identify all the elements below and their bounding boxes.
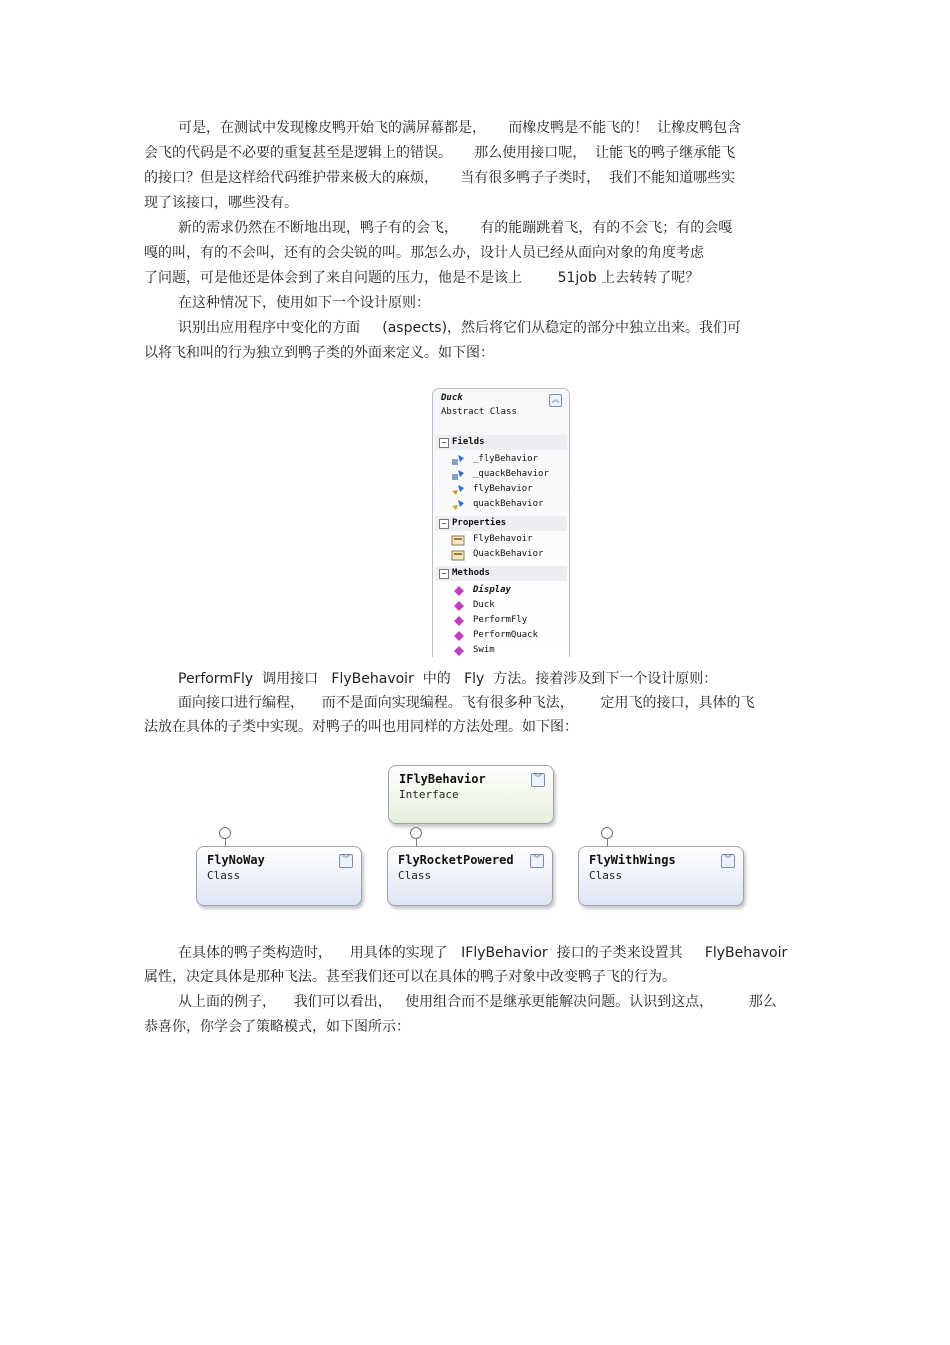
duck-class-diagram: [432, 388, 570, 657]
method-name: Display: [473, 585, 511, 595]
text-line: 了问题，可是他还是体会到了来自问题的压力，他是不是该上 51job 上去转转了呢？: [144, 270, 700, 286]
section-label: Fields: [452, 437, 485, 447]
protected-field-icon: [451, 484, 465, 496]
text-line: PerformFly 调用接口 FlyBehavoir 中的 Fly 方法。接着涉及到下一个设计原则：: [178, 671, 718, 687]
text-line: 识别出应用程序中变化的方面 (aspects)，然后将它们从稳定的部分中独立出来。我们可: [178, 320, 742, 336]
text-line: 法放在具体的子类中实现。对鸭子的叫也用同样的方法处理。如下图：: [144, 719, 578, 735]
connector-line: [225, 838, 226, 846]
field-name: _quackBehavior: [473, 469, 549, 479]
section-methods[interactable]: [435, 566, 567, 581]
section-properties[interactable]: [435, 516, 567, 531]
connector-line: [607, 838, 608, 846]
interface-name: IFlyBehavior: [399, 772, 486, 786]
fly-rocket-powered-class: [387, 846, 553, 906]
method-icon: [451, 630, 465, 642]
collapse-icon[interactable]: ︽: [549, 394, 562, 407]
field-icon: [451, 454, 465, 466]
text-line: 在具体的鸭子类构造时， 用具体的实现了 IFlyBehavior 接口的子类来设置其 FlyBehavoir: [178, 945, 788, 961]
section-label: Properties: [452, 518, 507, 528]
section-label: Methods: [452, 568, 490, 578]
ifly-behavior-interface: [388, 765, 554, 824]
method-name: Swim: [473, 645, 495, 655]
minus-icon[interactable]: −: [439, 569, 449, 579]
fly-no-way-class: [196, 846, 362, 906]
class-name: FlyRocketPowered: [398, 853, 514, 867]
class-name: FlyNoWay: [207, 853, 265, 867]
class-kind: Abstract Class: [441, 407, 517, 417]
interface-kind: Interface: [399, 788, 459, 801]
text-line: 可是，在测试中发现橡皮鸭开始飞的满屏幕都是， 而橡皮鸭是不能飞的！ 让橡皮鸭包含: [178, 120, 742, 136]
text-line: 从上面的例子， 我们可以看出， 使用组合而不是继承更能解决问题。认识到这点， 那么: [178, 994, 777, 1010]
method-name: Duck: [473, 600, 495, 610]
text-line: 新的需求仍然在不断地出现，鸭子有的会飞， 有的能蹦跳着飞，有的不会飞；有的会嘎: [178, 220, 733, 236]
field-name: flyBehavior: [473, 484, 533, 494]
minus-icon[interactable]: −: [439, 519, 449, 529]
text-line: 的接口？但是这样给代码维护带来极大的麻烦， 当有很多鸭子子类时， 我们不能知道哪些实: [144, 170, 736, 186]
property-icon: [451, 549, 465, 561]
method-name: PerformQuack: [473, 630, 539, 640]
property-icon: [451, 534, 465, 546]
text-line: 嘎的叫，有的不会叫，还有的会尖锐的叫。那怎么办，设计人员已经从面向对象的角度考虑: [144, 245, 704, 261]
text-line: 在这种情况下，使用如下一个设计原则：: [178, 295, 430, 311]
field-icon: [451, 469, 465, 481]
expand-icon[interactable]: ︾: [530, 854, 544, 868]
text-line: 现了该接口，哪些没有。: [144, 195, 298, 211]
text-line: 以将飞和叫的行为独立到鸭子类的外面来定义。如下图：: [144, 345, 494, 361]
method-icon: [451, 600, 465, 612]
section-fields[interactable]: [435, 435, 567, 450]
minus-icon[interactable]: −: [439, 438, 449, 448]
field-name: _flyBehavior: [473, 454, 539, 464]
expand-icon[interactable]: ︾: [531, 773, 545, 787]
class-kind: Class: [589, 869, 623, 882]
connector-line: [416, 838, 417, 846]
property-name: FlyBehavoir: [473, 534, 533, 544]
method-icon: [451, 615, 465, 627]
text-line: 属性，决定具体是那种飞法。甚至我们还可以在具体的鸭子对象中改变鸭子飞的行为。: [144, 969, 676, 985]
method-icon: [451, 645, 465, 657]
class-name: FlyWithWings: [589, 853, 676, 867]
field-name: quackBehavior: [473, 499, 544, 509]
method-name: PerformFly: [473, 615, 528, 625]
class-kind: Class: [207, 869, 241, 882]
property-name: QuackBehavior: [473, 549, 544, 559]
fly-with-wings-class: [578, 846, 744, 906]
text-line: 会飞的代码是不必要的重复甚至是逻辑上的错误。 那么使用接口呢， 让能飞的鸭子继承能飞: [144, 145, 736, 161]
text-line: 面向接口进行编程， 而不是面向实现编程。飞有很多种飞法， 定用飞的接口，具体的飞: [178, 695, 755, 711]
expand-icon[interactable]: ︾: [721, 854, 735, 868]
protected-field-icon: [451, 499, 465, 511]
text-line: 恭喜你，你学会了策略模式，如下图所示：: [144, 1019, 410, 1035]
method-icon: [451, 585, 465, 597]
expand-icon[interactable]: ︾: [339, 854, 353, 868]
class-kind: Class: [398, 869, 432, 882]
class-name: Duck: [441, 393, 463, 403]
